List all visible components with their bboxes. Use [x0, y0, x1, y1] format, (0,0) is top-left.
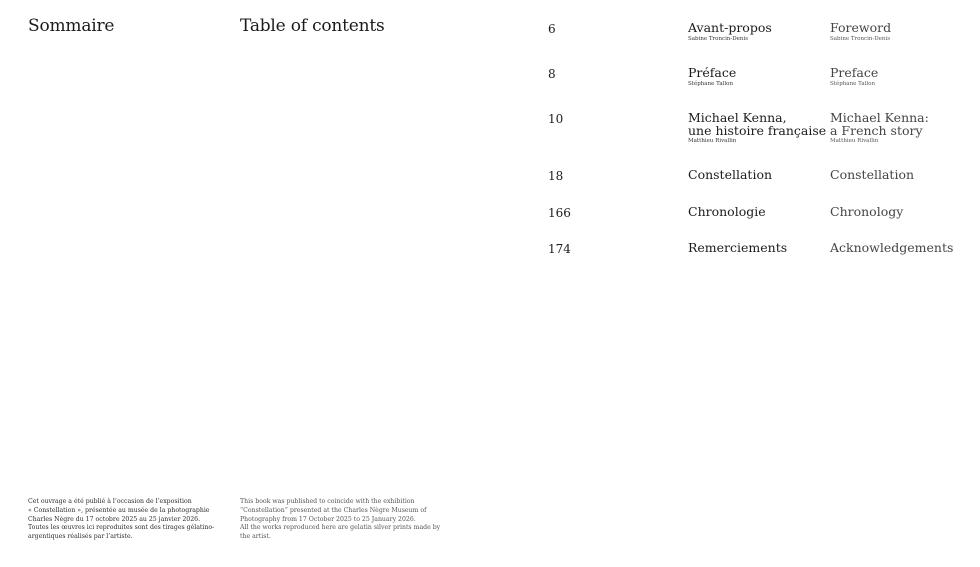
english-entry	[830, 206, 970, 219]
entry-title-fr: Remerciements	[688, 240, 788, 255]
french-entry	[688, 112, 828, 145]
french-entry	[688, 67, 828, 88]
colophon-line: argentiques réalisés par l’artiste.	[28, 533, 133, 541]
entry-title-en: Constellation	[830, 167, 915, 182]
heading-table-of-contents: Table of contents	[240, 16, 385, 36]
colophon-french	[28, 498, 215, 542]
entry-title-fr: Chronologie	[688, 204, 766, 219]
entry-title-fr: Avant-propos	[688, 20, 772, 35]
entry-title-en: Acknowledgements	[830, 240, 954, 255]
entry-title-en: Chronology	[830, 204, 904, 219]
colophon-line: Charles Nègre du 17 octobre 2025 au 25 janvier 2026.	[28, 515, 201, 523]
french-entry	[688, 242, 828, 255]
french-entry	[688, 22, 828, 43]
page-number: 8	[548, 67, 556, 81]
page-number: 10	[548, 112, 564, 126]
page-number: 166	[548, 206, 571, 220]
colophon-line: Toutes les œuvres ici reproduites sont des tirages gélatino-	[28, 524, 215, 532]
entry-author-fr: Stéphane Tallon	[688, 80, 734, 87]
entry-title-fr: Constellation	[688, 167, 773, 182]
entry-title-en: Preface	[830, 65, 879, 80]
page-number: 6	[548, 22, 556, 36]
french-entry	[688, 206, 828, 219]
entry-author-en: Sabine Troncin-Denis	[830, 35, 891, 42]
english-entry	[830, 22, 970, 43]
english-entry	[830, 112, 970, 145]
colophon-line: Cet ouvrage a été publié à l’occasion de l’exposition	[28, 498, 192, 505]
english-entry	[830, 169, 970, 182]
entry-author-fr: Sabine Troncin-Denis	[688, 35, 749, 42]
english-entry	[830, 242, 970, 255]
entry-title-en: Michael Kenna: a French story	[830, 110, 929, 138]
colophon-line: “Constellation” presented at the Charles Nègre Museum of	[240, 506, 427, 514]
entry-title-en: Foreword	[830, 20, 892, 35]
colophon-line: Photography from 17 October 2025 to 25 January 2026.	[240, 515, 416, 523]
heading-sommaire: Sommaire	[28, 16, 115, 36]
entry-title-fr: Michael Kenna, une histoire française	[688, 110, 827, 138]
entry-author-fr: Matthieu Rivallin	[688, 138, 737, 144]
page-number: 174	[548, 242, 571, 256]
colophon-line: the artist.	[240, 533, 271, 541]
colophon-line: « Constellation », présentée au musée de la photographie	[28, 506, 210, 514]
colophon-line: This book was published to coincide with the exhibition	[240, 498, 415, 505]
colophon-english	[240, 498, 440, 542]
entry-author-en: Matthieu Rivallin	[830, 138, 879, 144]
english-entry	[830, 67, 970, 88]
entry-author-en: Stéphane Tallon	[830, 80, 876, 87]
page-number: 18	[548, 169, 564, 183]
entry-title-fr: Préface	[688, 65, 737, 80]
colophon-line: All the works reproduced here are gelatin silver prints made by	[240, 524, 441, 532]
french-entry	[688, 169, 828, 182]
